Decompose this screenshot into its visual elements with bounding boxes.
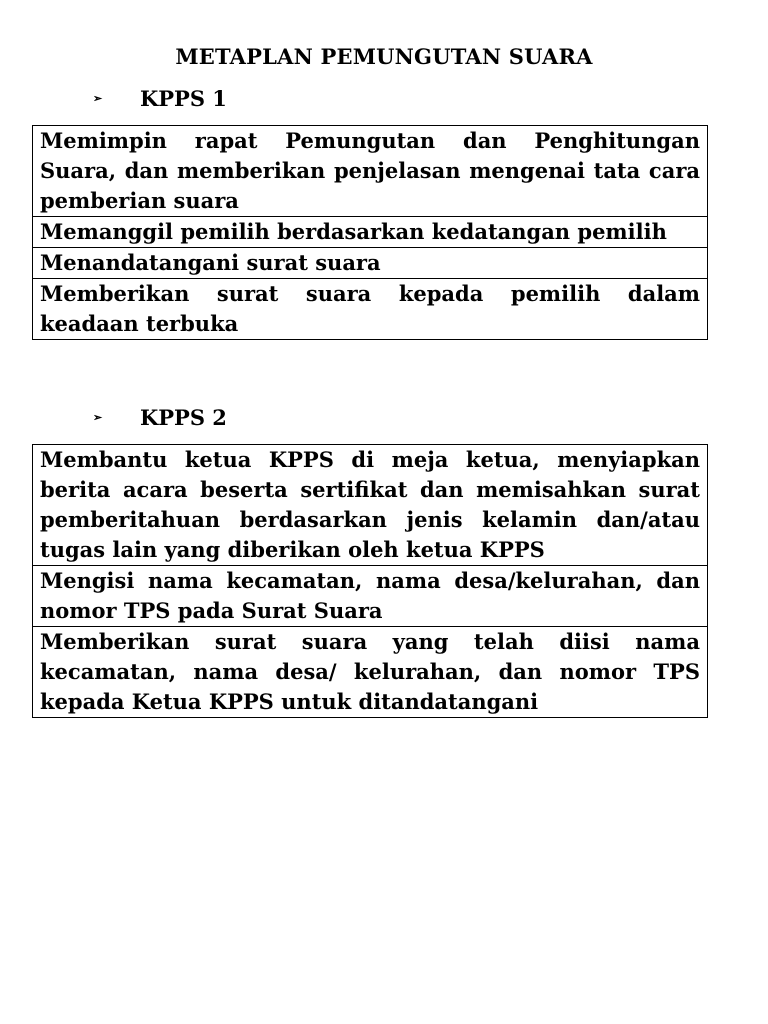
- task-cell: Memanggil pemilih berdasarkan kedatangan pemilih: [33, 217, 708, 248]
- section-heading-label: KPPS 1: [140, 86, 227, 111]
- section-heading-kpps-1: [93, 86, 227, 111]
- document-title: METAPLAN PEMUNGUTAN SUARA: [175, 44, 593, 69]
- table-row: [33, 126, 708, 217]
- task-cell: Memimpin rapat Pemungutan dan Penghitungan Suara, dan memberikan penjelasan mengenai tata cara pemberian suara: [33, 126, 708, 217]
- table-row: [33, 248, 708, 279]
- arrow-bullet-icon: ➢: [93, 411, 103, 424]
- task-cell: Mengisi nama kecamatan, nama desa/kelurahan, dan nomor TPS pada Surat Suara: [33, 566, 708, 627]
- table-row: [33, 445, 708, 566]
- arrow-bullet-icon: ➢: [93, 92, 103, 105]
- table-row: [33, 627, 708, 718]
- task-cell: Menandatangani surat suara: [33, 248, 708, 279]
- task-cell: Membantu ketua KPPS di meja ketua, menyiapkan berita acara beserta sertifikat dan memisahkan surat pemberitahuan berdasarkan jenis kelamin dan/atau tugas lain yang diberikan oleh ketua KPPS: [33, 445, 708, 566]
- task-cell: Memberikan surat suara yang telah diisi nama kecamatan, nama desa/ kelurahan, dan nomor TPS kepada Ketua KPPS untuk ditandatangani: [33, 627, 708, 718]
- table-row: [33, 566, 708, 627]
- table-row: [33, 217, 708, 248]
- task-cell: Memberikan surat suara kepada pemilih dalam keadaan terbuka: [33, 279, 708, 340]
- section-heading-label: KPPS 2: [140, 405, 227, 430]
- section-heading-kpps-2: [93, 405, 227, 430]
- task-table-kpps-2: [32, 444, 708, 718]
- table-row: [33, 279, 708, 340]
- task-table-kpps-1: [32, 125, 708, 340]
